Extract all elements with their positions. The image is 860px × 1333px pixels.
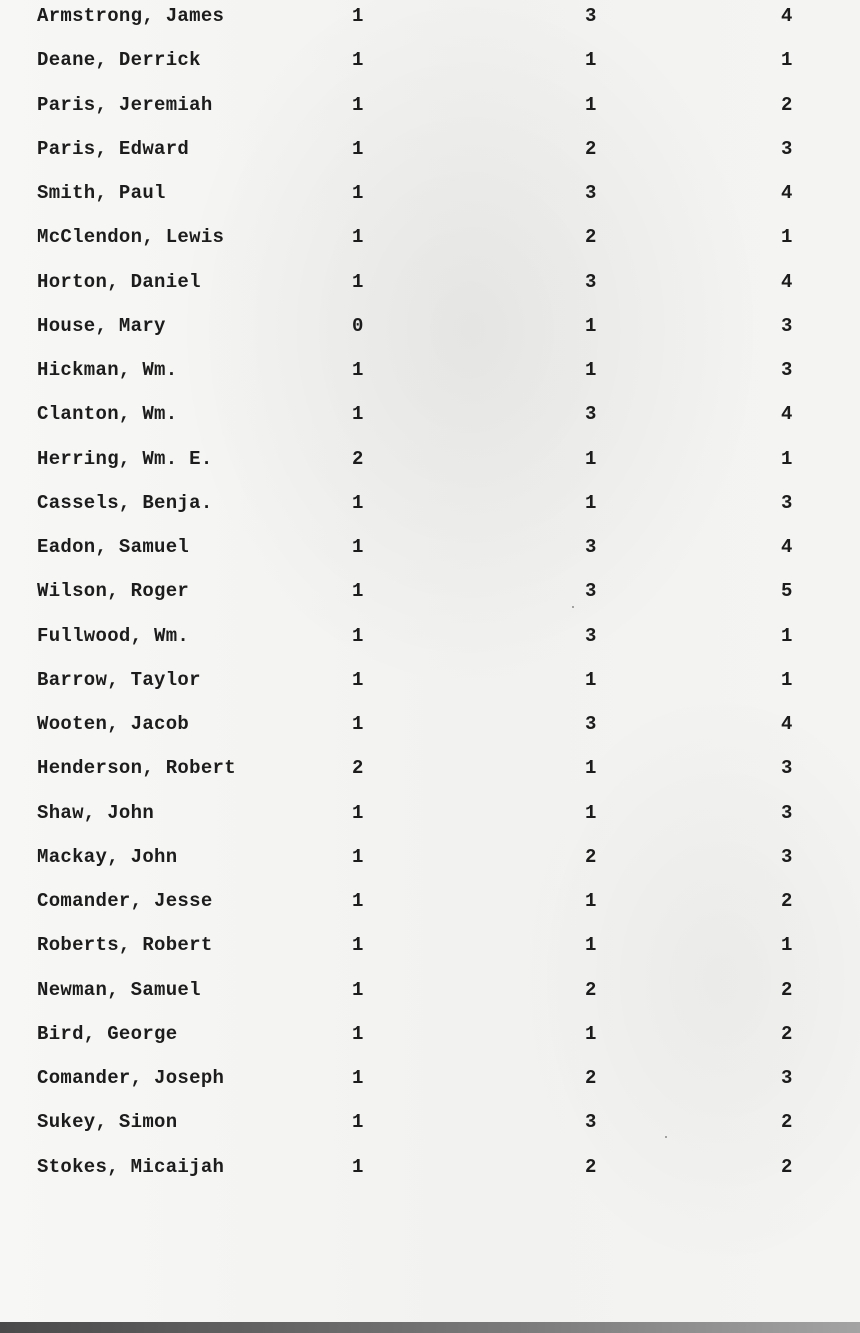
household-name: Comander, Joseph: [37, 1067, 225, 1089]
household-name: Deane, Derrick: [37, 49, 201, 72]
count-column-2: 3: [585, 1111, 597, 1134]
table-row: [0, 90, 860, 120]
count-column-3: 3: [781, 1067, 793, 1089]
count-column-1: 2: [352, 757, 364, 780]
household-name: Sukey, Simon: [37, 1111, 178, 1134]
count-column-3: 4: [781, 5, 793, 27]
count-column-3: 3: [781, 359, 793, 381]
table-row: [0, 267, 860, 297]
count-column-2: 3: [585, 270, 597, 293]
count-column-3: 5: [781, 580, 793, 603]
count-column-3: 1: [781, 226, 793, 249]
table-row: [0, 222, 860, 252]
count-column-1: 1: [352, 1067, 364, 1089]
table-row: [0, 355, 860, 385]
count-column-1: 1: [352, 801, 364, 824]
count-column-2: 3: [585, 580, 597, 603]
count-column-1: 1: [352, 536, 364, 558]
count-column-1: 1: [352, 1111, 364, 1134]
count-column-3: 1: [781, 668, 793, 691]
table-row: [0, 621, 860, 651]
household-name: Roberts, Robert: [37, 934, 213, 957]
count-column-2: 2: [585, 845, 597, 868]
count-column-1: 1: [352, 624, 364, 647]
count-column-3: 4: [781, 403, 793, 426]
table-row: [0, 311, 860, 341]
count-column-3: 2: [781, 978, 793, 1001]
count-column-3: 1: [781, 934, 793, 957]
count-column-3: 4: [781, 713, 793, 735]
table-row: [0, 1107, 860, 1137]
table-row: [0, 930, 860, 960]
count-column-1: 1: [352, 49, 364, 72]
count-column-1: 1: [352, 403, 364, 426]
count-column-2: 2: [585, 1155, 597, 1178]
scan-speck: [572, 606, 574, 608]
table-row: [0, 665, 860, 695]
household-name: Shaw, John: [37, 801, 155, 824]
household-name: Fullwood, Wm.: [37, 624, 190, 647]
count-column-1: 1: [352, 226, 364, 249]
count-column-1: 1: [352, 5, 364, 27]
household-name: Henderson, Robert: [37, 757, 236, 780]
household-name: Wilson, Roger: [37, 580, 190, 603]
table-row: [0, 1152, 860, 1182]
household-name: Mackay, John: [37, 845, 178, 868]
count-column-3: 4: [781, 270, 793, 293]
table-row: [0, 134, 860, 164]
count-column-2: 1: [585, 491, 597, 514]
count-column-2: 2: [585, 226, 597, 249]
count-column-2: 1: [585, 49, 597, 72]
count-column-2: 2: [585, 978, 597, 1001]
count-column-1: 1: [352, 580, 364, 603]
count-column-3: 4: [781, 182, 793, 204]
count-column-3: 2: [781, 1111, 793, 1134]
table-row: [0, 975, 860, 1005]
count-column-2: 1: [585, 934, 597, 957]
table-row: [0, 842, 860, 872]
count-column-1: 1: [352, 1155, 364, 1178]
count-column-2: 2: [585, 1067, 597, 1089]
count-column-2: 2: [585, 137, 597, 160]
count-column-3: 3: [781, 845, 793, 868]
count-column-1: 2: [352, 447, 364, 470]
table-row: [0, 1063, 860, 1093]
table-row: [0, 532, 860, 562]
table-row: [0, 178, 860, 208]
household-name: Bird, George: [37, 1022, 178, 1045]
count-column-2: 1: [585, 801, 597, 824]
household-name: Wooten, Jacob: [37, 713, 190, 735]
count-column-3: 3: [781, 314, 793, 337]
household-name: Horton, Daniel: [37, 270, 201, 293]
count-column-2: 3: [585, 536, 597, 558]
count-column-1: 1: [352, 978, 364, 1001]
household-name: Comander, Jesse: [37, 890, 213, 912]
count-column-3: 4: [781, 536, 793, 558]
household-name: Eadon, Samuel: [37, 536, 190, 558]
count-column-1: 1: [352, 845, 364, 868]
household-name: Cassels, Benja.: [37, 491, 213, 514]
household-name: Herring, Wm. E.: [37, 447, 213, 470]
scan-bottom-edge: [0, 1322, 860, 1333]
table-row: [0, 576, 860, 606]
count-column-2: 3: [585, 624, 597, 647]
table-row: [0, 1019, 860, 1049]
table-row: [0, 45, 860, 75]
count-column-2: 1: [585, 93, 597, 116]
household-name: Stokes, Micaijah: [37, 1155, 225, 1178]
count-column-1: 1: [352, 713, 364, 735]
household-name: McClendon, Lewis: [37, 226, 225, 249]
household-name: Barrow, Taylor: [37, 668, 201, 691]
count-column-1: 1: [352, 93, 364, 116]
count-column-2: 3: [585, 5, 597, 27]
count-column-3: 2: [781, 890, 793, 912]
household-name: Paris, Jeremiah: [37, 93, 213, 116]
count-column-2: 1: [585, 757, 597, 780]
count-column-2: 3: [585, 403, 597, 426]
count-column-2: 3: [585, 182, 597, 204]
count-column-3: 3: [781, 137, 793, 160]
table-row: [0, 798, 860, 828]
count-column-2: 1: [585, 668, 597, 691]
count-column-2: 1: [585, 890, 597, 912]
table-row: [0, 488, 860, 518]
count-column-1: 0: [352, 314, 364, 337]
count-column-1: 1: [352, 137, 364, 160]
count-column-3: 1: [781, 49, 793, 72]
count-column-1: 1: [352, 182, 364, 204]
count-column-1: 1: [352, 934, 364, 957]
count-column-1: 1: [352, 270, 364, 293]
count-column-2: 1: [585, 1022, 597, 1045]
count-column-3: 3: [781, 757, 793, 780]
household-name: House, Mary: [37, 314, 166, 337]
count-column-3: 1: [781, 624, 793, 647]
count-column-3: 2: [781, 93, 793, 116]
household-name: Paris, Edward: [37, 137, 190, 160]
count-column-1: 1: [352, 668, 364, 691]
household-name: Clanton, Wm.: [37, 403, 178, 426]
household-name: Hickman, Wm.: [37, 359, 178, 381]
count-column-1: 1: [352, 359, 364, 381]
count-column-1: 1: [352, 1022, 364, 1045]
count-column-2: 1: [585, 359, 597, 381]
count-column-1: 1: [352, 491, 364, 514]
table-row: [0, 444, 860, 474]
table-row: [0, 1, 860, 31]
count-column-3: 1: [781, 447, 793, 470]
count-column-2: 1: [585, 314, 597, 337]
count-column-3: 2: [781, 1022, 793, 1045]
scan-speck: [665, 1136, 667, 1138]
count-column-1: 1: [352, 890, 364, 912]
table-row: [0, 753, 860, 783]
household-name: Newman, Samuel: [37, 978, 201, 1001]
table-row: [0, 709, 860, 739]
household-name: Smith, Paul: [37, 182, 166, 204]
count-column-3: 3: [781, 801, 793, 824]
household-name: Armstrong, James: [37, 5, 225, 27]
table-row: [0, 886, 860, 916]
count-column-3: 3: [781, 491, 793, 514]
table-row: [0, 399, 860, 429]
count-column-2: 1: [585, 447, 597, 470]
count-column-3: 2: [781, 1155, 793, 1178]
count-column-2: 3: [585, 713, 597, 735]
